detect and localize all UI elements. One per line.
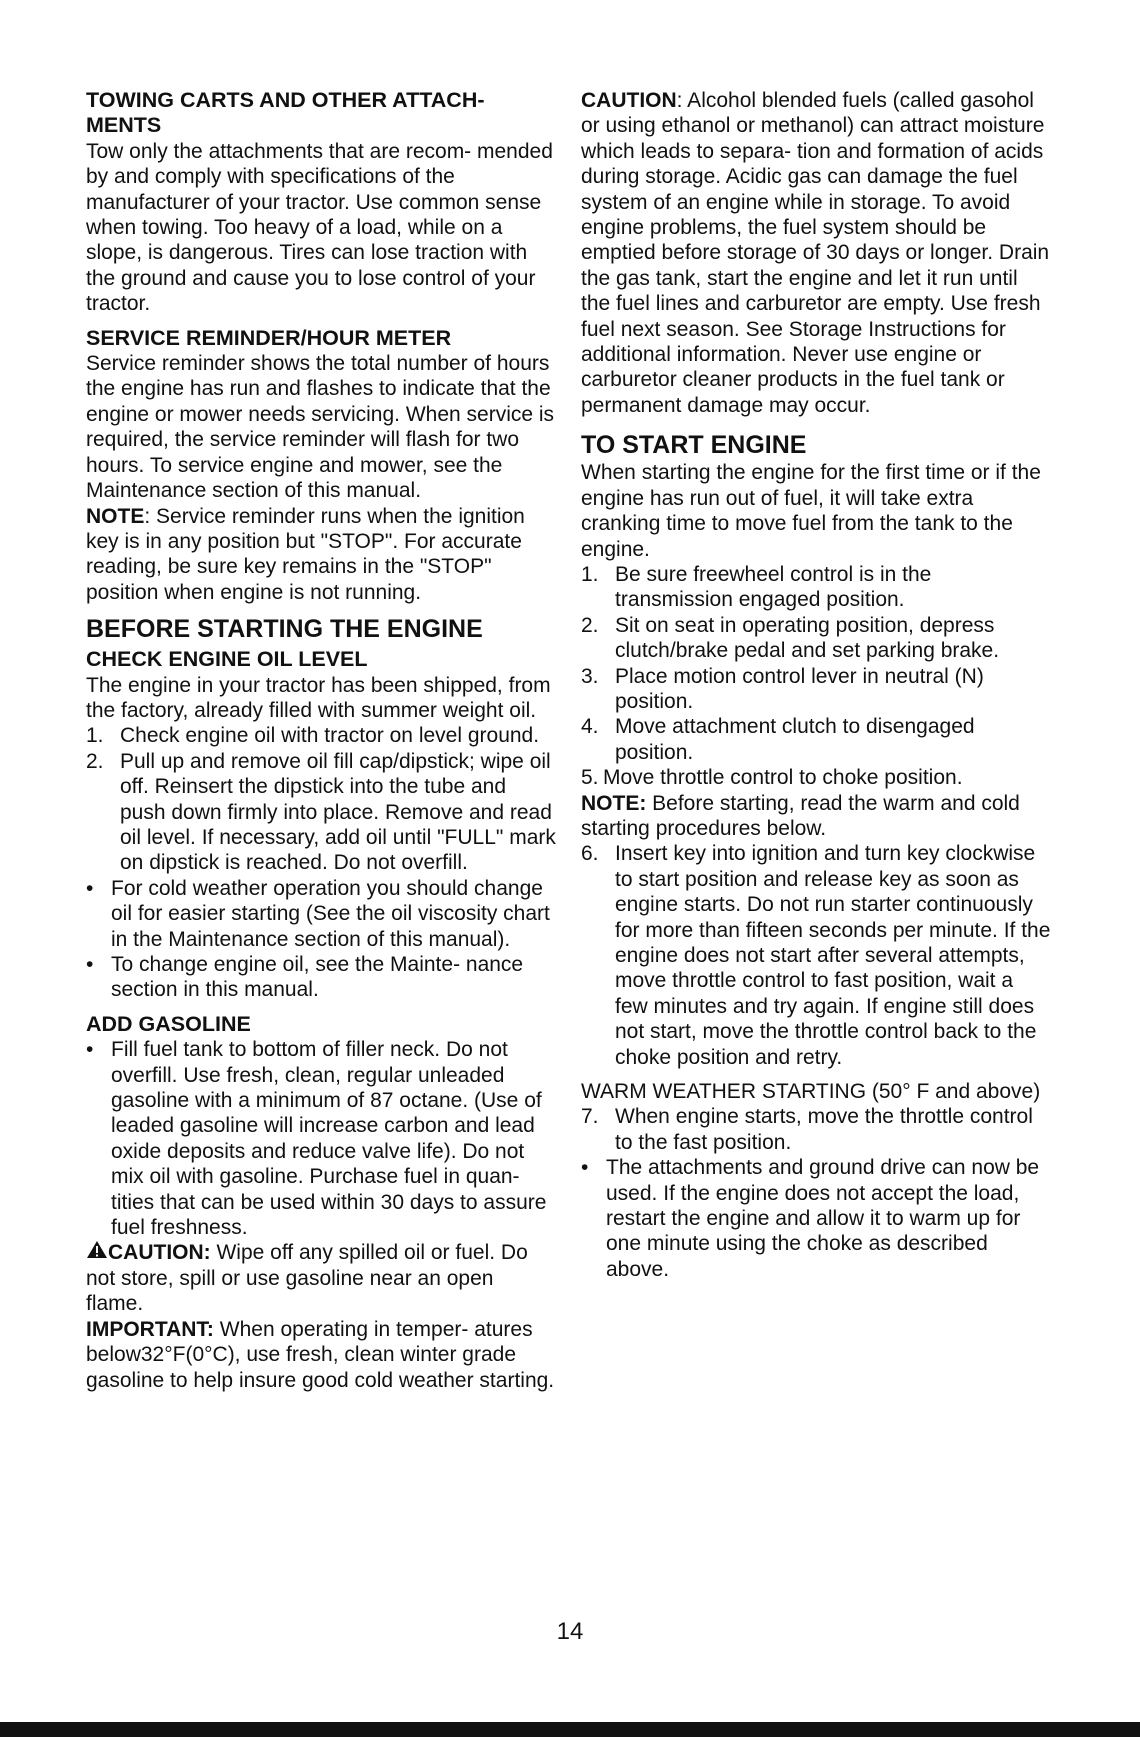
- service-text: Service reminder shows the total number of hours the engine has run and flashes to indicate that the engine or mower needs servicing. When service is required, the service reminder will flash for two hours. To service engine and mower, see the Maintenance section of this manual.: [86, 352, 555, 503]
- warm-weather-heading: WARM WEATHER STARTING (50° F and above): [581, 1080, 1041, 1104]
- gasoline-heading: ADD GASOLINE: [86, 1011, 251, 1036]
- caution-label: CAUTION: [581, 89, 677, 112]
- note-label: NOTE:: [581, 791, 647, 815]
- list-item: 4. Move attachment clutch to disengaged position.: [581, 715, 975, 764]
- important-paragraph: [86, 1317, 556, 1393]
- list-item: • The attachments and ground drive can now be used. If the engine does not accept the load, restart the engine and allow it to warm up for one minute using the choke as described above.: [581, 1156, 1040, 1281]
- list-item: 7. When engine starts, move the throttle control to the fast position.: [581, 1105, 1033, 1154]
- note-text: Before starting, read the warm and cold starting procedures below.: [581, 791, 1020, 840]
- towing-heading: TOWING CARTS AND OTHER ATTACH- MENTS: [86, 88, 485, 138]
- caution-text: Wipe off any spilled oil or fuel. Do not store, spill or use gasoline near an open flame.: [86, 1241, 528, 1316]
- bottom-border: [0, 1722, 1140, 1737]
- list-item: 1. Check engine oil with tractor on level ground.: [86, 724, 540, 748]
- left-column: [86, 88, 556, 1393]
- list-item: 2. Sit on seat in operating position, depress clutch/brake pedal and set parking brake.: [581, 613, 1000, 663]
- start-intro: When starting the engine for the first time or if the engine has run out of fuel, it will take extra cranking time to move fuel from the tank to the engine.: [581, 461, 1041, 561]
- list-item: • For cold weather operation you should change oil for easier starting (See the oil viscosity chart in the Maintenance section of this manual).: [86, 876, 550, 951]
- list-item: 1. Be sure freewheel control is in the transmission engaged position.: [581, 562, 932, 612]
- caution-text: : Alcohol blended fuels (called gasohol or using ethanol or methanol) can attract moisture which leads to separa- tion and formation of acids during storage. Acidic gas can damage the fuel system of an engine while in storage. To avoid engine problems, the fuel system should be emptied before storage of 30 days or longer. Drain the gas tank, start the engine and let it run until the fuel lines and carburetor are empty. Use fresh fuel next season. See Storage Instructions for additional information. Never use engine or carburetor cleaner products in the fuel tank or permanent damage may occur.: [581, 89, 1050, 417]
- caution-label: CAUTION:: [108, 1241, 211, 1265]
- list-item: • To change engine oil, see the Mainte- nance section in this manual.: [86, 953, 524, 1002]
- important-label: IMPORTANT:: [86, 1317, 214, 1341]
- list-item: 5. Move throttle control to choke position.: [581, 766, 963, 790]
- oil-heading: CHECK ENGINE OIL LEVEL: [86, 647, 368, 672]
- list-item: 2. Pull up and remove oil fill cap/dipstick; wipe oil off. Reinsert the dipstick into the tube and push down firmly into place. Remove and read oil level. If necessary, add oil until "FULL" mark on dipstick is reached. Do not overfill.: [86, 749, 556, 875]
- right-column: [581, 88, 1051, 1282]
- start-engine-heading: TO START ENGINE: [581, 431, 807, 460]
- before-starting-heading: BEFORE STARTING THE ENGINE: [86, 615, 483, 644]
- list-item: • Fill fuel tank to bottom of filler neck. Do not overfill. Use fresh, clean, regular unleaded gasoline with a minimum of 87 octane. (Use of leaded gasoline will increase carbon and lead oxide deposits and reduce valve life). Do not mix oil with gasoline. Purchase fuel in quan- tities that can be used within 30 days to assure fuel freshness.: [86, 1038, 547, 1240]
- service-note: [86, 504, 556, 606]
- fuel-caution-paragraph: [581, 88, 1051, 418]
- oil-intro: The engine in your tractor has been shipped, from the factory, already filled with summer weight oil.: [86, 673, 551, 722]
- caution-paragraph: [86, 1240, 556, 1316]
- page-number: 14: [556, 1618, 584, 1645]
- list-item: 6. Insert key into ignition and turn key clockwise to start position and release key as soon as engine starts. Do not run starter continuously for more than fifteen seconds per minute. If the engine does not start after several attempts, move throttle control to fast position, wait a few minutes and try again. If engine still does not start, move the throttle control back to the choke position and retry.: [581, 842, 1051, 1069]
- important-text: When operating in temper- atures below32°F(0°C), use fresh, clean winter grade gasoline to help insure good cold weather starting.: [86, 1317, 555, 1392]
- list-item: 3. Place motion control lever in neutral (N) position.: [581, 664, 984, 713]
- warning-triangle-icon: [86, 1240, 108, 1265]
- note-text: : Service reminder runs when the ignition key is in any position but "STOP". For accurate reading, be sure key remains in the "STOP" position when engine is not running.: [86, 504, 525, 604]
- note-label: NOTE: [86, 504, 145, 528]
- service-heading: SERVICE REMINDER/HOUR METER: [86, 325, 452, 350]
- start-note: [581, 791, 1051, 842]
- towing-text: Tow only the attachments that are recom- mended by and comply with specifications of the manufacturer of your tractor. Use common sense when towing. Too heavy of a load, while on a slope, is dangerous. Tires can lose traction with the ground and cause you to lose control of your tractor.: [86, 139, 553, 316]
